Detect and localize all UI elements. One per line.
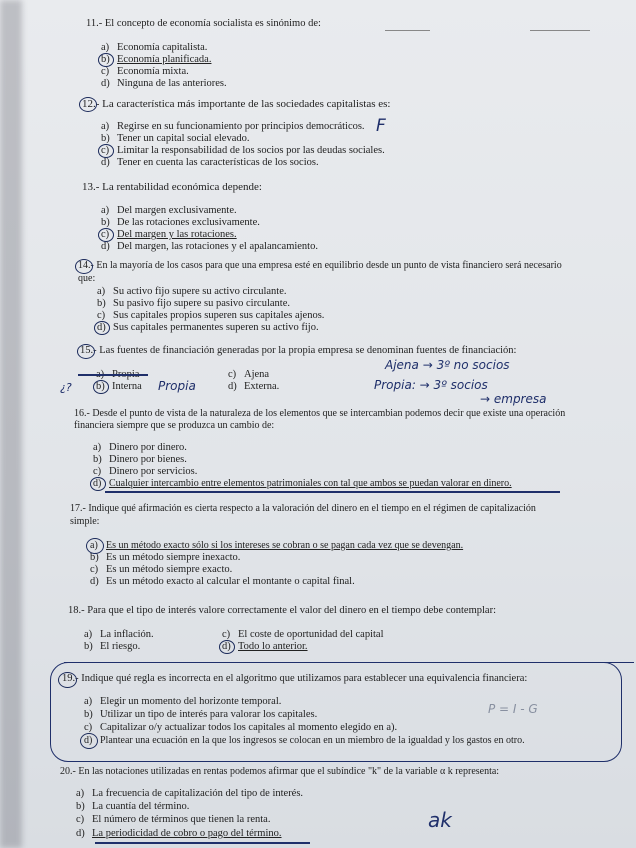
- q11-header-line: [385, 30, 430, 31]
- q14-title-line2: que:: [78, 273, 96, 284]
- q18-option-b[interactable]: b) El riesgo.: [84, 641, 141, 652]
- q11-option-d[interactable]: d) Ninguna de las anteriores.: [101, 78, 227, 89]
- q15-number-circle: [77, 344, 95, 359]
- q19-option-b[interactable]: b) Utilizar un tipo de interés para valorar los capitales.: [84, 709, 318, 720]
- q15-option-c[interactable]: c) Ajena: [228, 369, 270, 380]
- q15-option-b[interactable]: b) Interna: [96, 381, 142, 392]
- q11-option-b[interactable]: b) Economía planificada.: [101, 54, 212, 65]
- q16-option-c[interactable]: c) Dinero por servicios.: [93, 466, 198, 477]
- q12-option-a[interactable]: a) Regirse en su funcionamiento por principios democráticos.: [101, 121, 365, 132]
- q12-answer-circle: [98, 144, 114, 158]
- q19-option-d[interactable]: d) Plantear una ecuación en la que los ingresos se colocan en un miembro de la igualdad y los gastos en otro.: [84, 735, 525, 746]
- q13-option-b[interactable]: b) De las rotaciones exclusivamente.: [101, 217, 260, 228]
- page-fold-shadow: [0, 0, 22, 848]
- q17-title-line1: 17.- Indique qué afirmación es cierta respecto a la valoración del dinero en el tiempo en el régimen de capitalización: [70, 503, 536, 514]
- q20-option-c[interactable]: c) El número de términos que tienen la renta.: [76, 814, 271, 825]
- q20-title: 20.- En las notaciones utilizadas en rentas podemos afirmar que el subíndice "k" de la variable α k representa:: [60, 766, 500, 777]
- q15-strike-a: [78, 374, 148, 376]
- q17-option-a[interactable]: a) Es un método exacto sólo si los intereses se cobran o se pagan cada vez que se devengan.: [90, 540, 464, 551]
- q12-option-d[interactable]: d) Tener en cuenta las características de los socios.: [101, 157, 319, 168]
- q12-option-b[interactable]: b) Tener un capital social elevado.: [101, 133, 250, 144]
- q14-option-d[interactable]: d) Sus capitales permanentes superen su activo fijo.: [97, 322, 319, 333]
- q14-option-a[interactable]: a) Su activo fijo supere su activo circulante.: [97, 286, 287, 297]
- q13-title: 13.- La rentabilidad económica depende:: [82, 181, 262, 193]
- q15-answer-circle: [93, 380, 109, 394]
- q20-handwritten-note: ak: [428, 808, 452, 832]
- q14-answer-circle: [94, 321, 110, 335]
- q19-option-a[interactable]: a) Elegir un momento del horizonte temporal.: [84, 696, 282, 707]
- q15-option-d[interactable]: d) Externa.: [228, 381, 280, 392]
- q19-option-c[interactable]: c) Capitalizar o/y actualizar todos los capitales al momento elegido en a).: [84, 722, 398, 733]
- q17-option-d[interactable]: d) Es un método exacto al calcular el montante o capital final.: [90, 576, 355, 587]
- q15-handwritten-ajena: Ajena → 3º no socios: [385, 358, 510, 372]
- q17-title-line2: simple:: [70, 516, 100, 527]
- q15-handwritten-q: ¿?: [60, 381, 72, 394]
- q11-header-line-2: [530, 30, 590, 31]
- q19-handwritten-note: P = I - G: [488, 702, 538, 716]
- q19-title: 19.- Indique qué regla es incorrecta en el algoritmo que utilizamos para establecer una equivalencia financiera:: [62, 673, 528, 684]
- q15-handwritten-propia-socios: Propia: → 3º socios: [374, 378, 488, 392]
- q11-answer-circle: [98, 53, 114, 67]
- q13-option-a[interactable]: a) Del margen exclusivamente.: [101, 205, 237, 216]
- q18-option-a[interactable]: a) La inflación.: [84, 629, 154, 640]
- q16-option-a[interactable]: a) Dinero por dinero.: [93, 442, 187, 453]
- q18-title: 18.- Para que el tipo de interés valore correctamente el valor del dinero en el tiempo debe contemplar:: [68, 605, 496, 616]
- q16-answer-circle: [90, 477, 106, 491]
- q19-answer-circle: [80, 733, 98, 749]
- q13-answer-circle: [98, 228, 114, 242]
- q20-option-a[interactable]: a) La frecuencia de capitalización del tipo de interés.: [76, 788, 304, 799]
- q18-answer-circle: [219, 640, 235, 654]
- q16-title-line2: financiera siempre que se produzca un cambio de:: [74, 420, 275, 431]
- q13-option-d[interactable]: d) Del margen, las rotaciones y el apalancamiento.: [101, 241, 318, 252]
- q14-title-line1: 14.- En la mayoría de los casos para que una empresa esté en equilibrio desde un punto de vista financiero será necesario: [78, 260, 562, 271]
- q14-number-circle: [75, 259, 93, 274]
- q19-number-circle: [58, 672, 77, 688]
- q20-option-d[interactable]: d) La periodicidad de cobro o pago del término.: [76, 828, 282, 839]
- q12-handwritten-note: F: [376, 116, 386, 136]
- q18-option-d[interactable]: d) Todo lo anterior.: [222, 641, 308, 652]
- q16-underline: [105, 491, 560, 493]
- q20-underline: [95, 842, 310, 844]
- q20-option-b[interactable]: b) La cuantía del término.: [76, 801, 190, 812]
- q16-option-b[interactable]: b) Dinero por bienes.: [93, 454, 187, 465]
- q17-answer-circle: [86, 538, 104, 554]
- q12-title: 12.- La característica más importante de las sociedades capitalistas es:: [82, 98, 391, 110]
- q12-number-circle: [79, 97, 97, 112]
- q18-option-c[interactable]: c) El coste de oportunidad del capital: [222, 629, 384, 640]
- q11-title: 11.- El concepto de economía socialista es sinónimo de:: [86, 18, 321, 29]
- q16-title-line1: 16.- Desde el punto de vista de la naturaleza de los elementos que se intercambian podemos decir que existe una operación: [74, 408, 566, 419]
- q13-option-c[interactable]: c) Del margen y las rotaciones.: [101, 229, 237, 240]
- q14-option-b[interactable]: b) Su pasivo fijo supere su pasivo circulante.: [97, 298, 291, 309]
- q14-option-c[interactable]: c) Sus capitales propios superen sus capitales ajenos.: [97, 310, 325, 321]
- q17-option-b[interactable]: b) Es un método siempre inexacto.: [90, 552, 241, 563]
- q12-option-c[interactable]: c) Limitar la responsabilidad de los socios por las deudas sociales.: [101, 145, 385, 156]
- q11-option-a[interactable]: a) Economía capitalista.: [101, 42, 208, 53]
- q11-option-c[interactable]: c) Economía mixta.: [101, 66, 189, 77]
- q17-option-c[interactable]: c) Es un método siempre exacto.: [90, 564, 233, 575]
- q15-title: 15.- Las fuentes de financiación generadas por la propia empresa se denominan fuentes de financiación:: [80, 345, 517, 356]
- q16-option-d[interactable]: d) Cualquier intercambio entre elementos patrimoniales con tal que ambos se puedan valorar en dinero.: [93, 478, 512, 489]
- q15-handwritten-propia: Propia: [158, 379, 196, 393]
- q15-handwritten-empresa: → empresa: [480, 392, 547, 406]
